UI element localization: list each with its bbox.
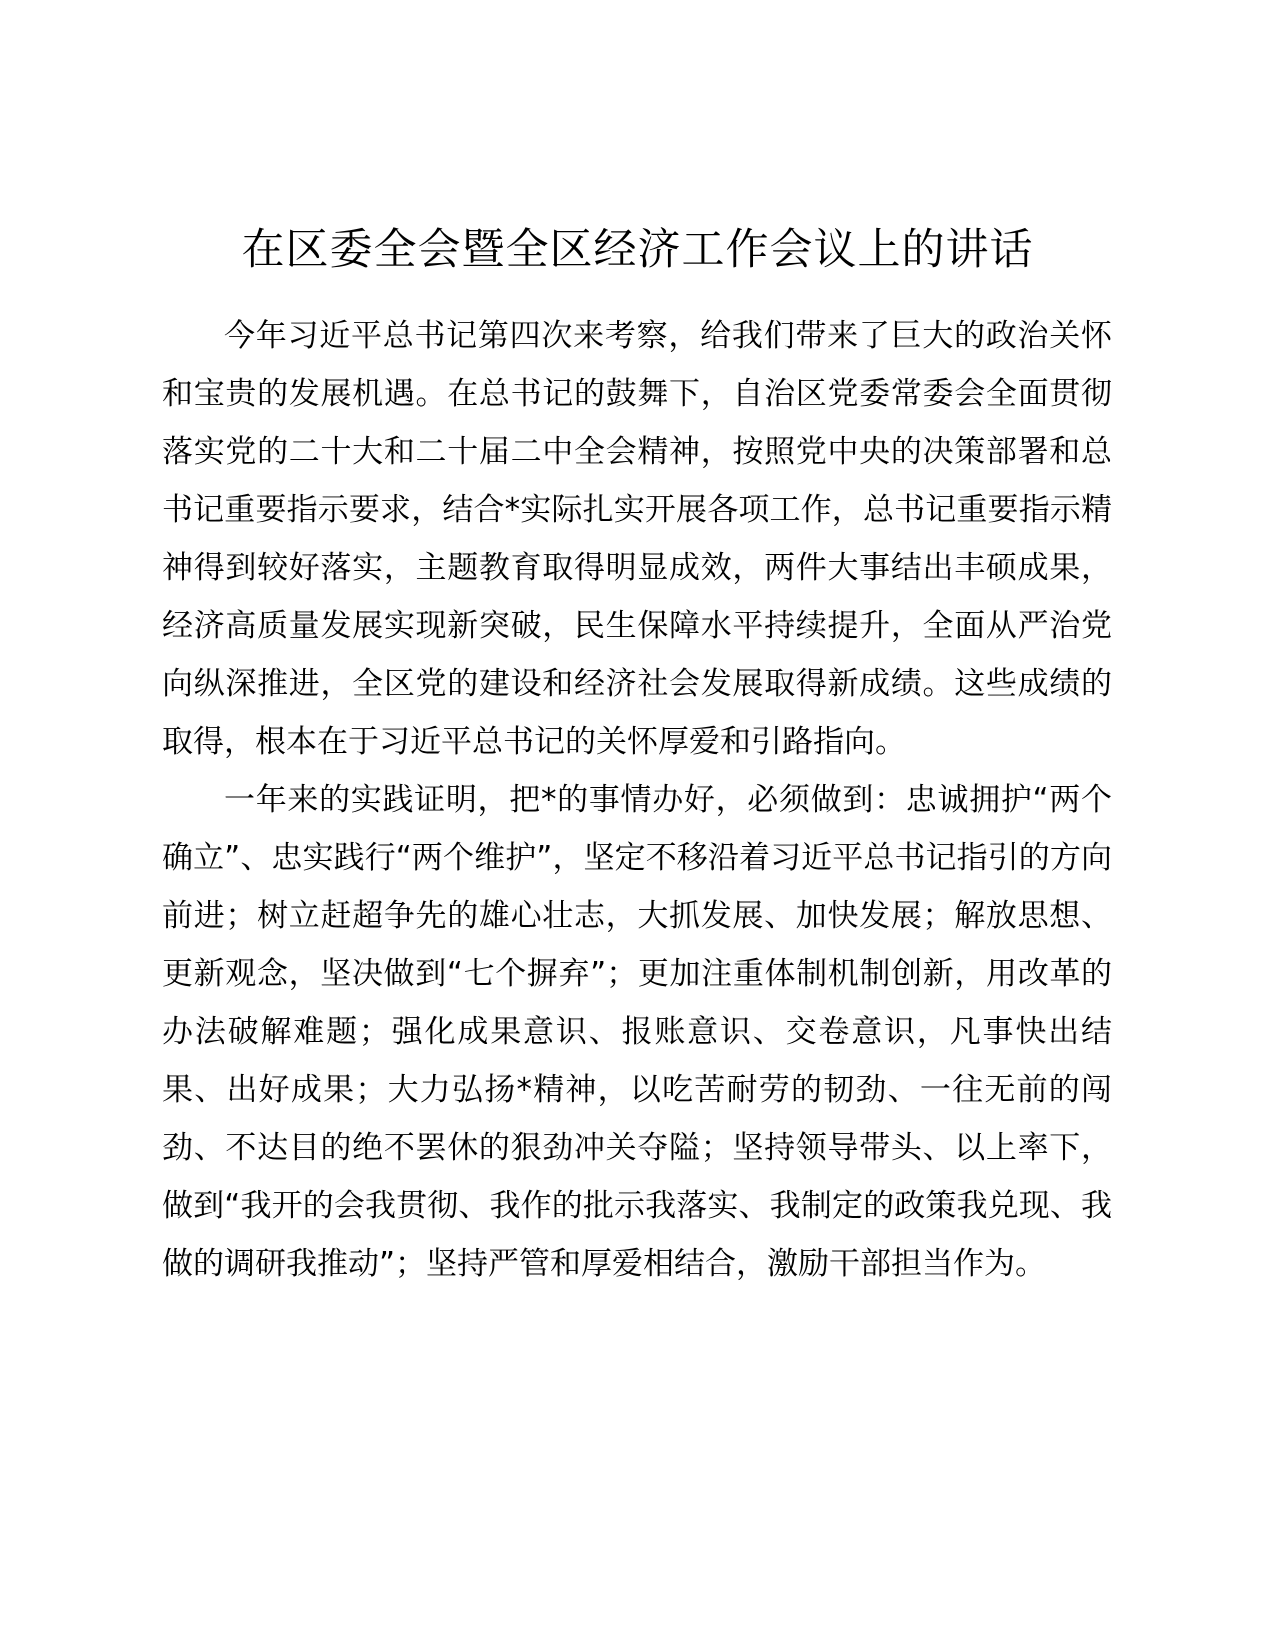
document-body — [162, 307, 1112, 1293]
paragraph-2: 一年来的实践证明，把*的事情办好，必须做到：忠诚拥护“两个确立”、忠实践行“两个维护”，坚定不移沿着习近平总书记指引的方向前进；树立赶超争先的雄心壮志，大抓发展、加快发展；解放思想、更新观念，坚决做到“七个摒弃”；更加注重体制机制创新，用改革的办法破解难题；强化成果意识、报账意识、交卷意识，凡事快出结果、出好成果；大力弘扬*精神，以吃苦耐劳的韧劲、一往无前的闯劲、不达目的绝不罢休的狠劲冲关夺隘；坚持领导带头、以上率下，做到“我开的会我贯彻、我作的批示我落实、我制定的政策我兑现、我做的调研我推动”；坚持严管和厚爱相结合，激励干部担当作为。 — [162, 782, 1112, 1282]
document-title: 在区委全会暨全区经济工作会议上的讲话 — [241, 225, 1034, 275]
paragraph-1: 今年习近平总书记第四次来考察，给我们带来了巨大的政治关怀和宝贵的发展机遇。在总书记的鼓舞下，自治区党委常委会全面贯彻落实党的二十大和二十届二中全会精神，按照党中央的决策部署和总书记重要指示要求，结合*实际扎实开展各项工作，总书记重要指示精神得到较好落实，主题教育取得明显成效，两件大事结出丰硕成果，经济高质量发展实现新突破，民生保障水平持续提升，全面从严治党向纵深推进，全区党的建设和经济社会发展取得新成绩。这些成绩的取得，根本在于习近平总书记的关怀厚爱和引路指向。 — [162, 318, 1112, 760]
